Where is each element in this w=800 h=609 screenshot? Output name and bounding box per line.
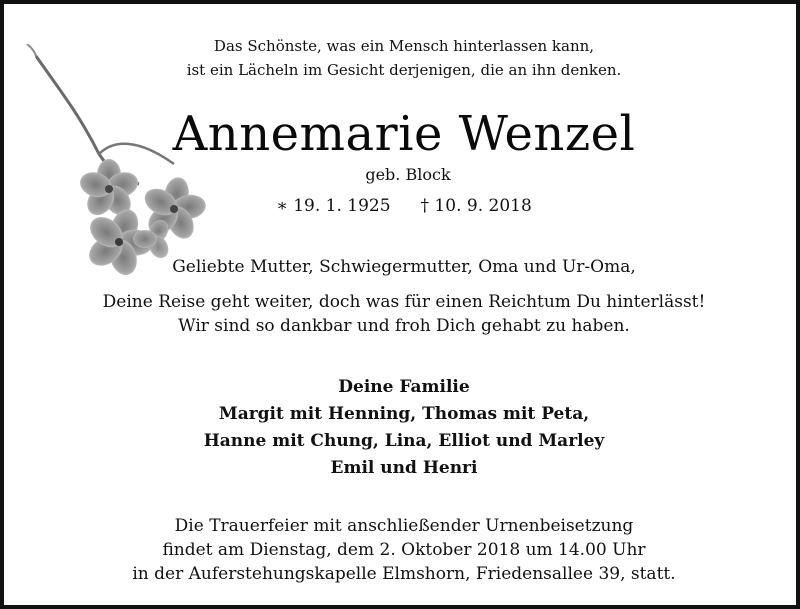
birth-date: ∗ 19. 1. 1925 xyxy=(276,196,391,216)
family-line: Margit mit Henning, Thomas mit Peta, xyxy=(218,404,590,424)
deceased-name: Annemarie Wenzel xyxy=(172,106,636,162)
family-line: Emil und Henri xyxy=(330,458,478,478)
quote-line: ist ein Lächeln im Gesicht derjenigen, die an ihn denken. xyxy=(186,61,622,79)
quote xyxy=(4,34,800,82)
message xyxy=(4,290,800,338)
service-info xyxy=(4,514,800,586)
dedication: Geliebte Mutter, Schwiegermutter, Oma und Ur-Oma, xyxy=(172,257,636,277)
birth-name: geb. Block xyxy=(365,165,451,184)
message-line: Deine Reise geht weiter, doch was für einen Reichtum Du hinterlässt! xyxy=(102,292,706,312)
service-line: findet am Dienstag, dem 2. Oktober 2018 um 14.00 Uhr xyxy=(162,540,646,560)
death-date: † 10. 9. 2018 xyxy=(420,196,532,216)
service-line: Die Trauerfeier mit anschließender Urnenbeisetzung xyxy=(174,516,634,536)
message-line: Wir sind so dankbar und froh Dich gehabt zu haben. xyxy=(178,316,630,336)
family-heading: Deine Familie xyxy=(338,377,470,397)
life-dates xyxy=(4,194,800,218)
family-signature xyxy=(4,374,800,482)
family-line: Hanne mit Chung, Lina, Elliot und Marley xyxy=(203,431,605,451)
quote-line: Das Schönste, was ein Mensch hinterlassen kann, xyxy=(213,37,595,55)
service-line: in der Auferstehungskapelle Elmshorn, Friedensallee 39, statt. xyxy=(132,564,676,584)
